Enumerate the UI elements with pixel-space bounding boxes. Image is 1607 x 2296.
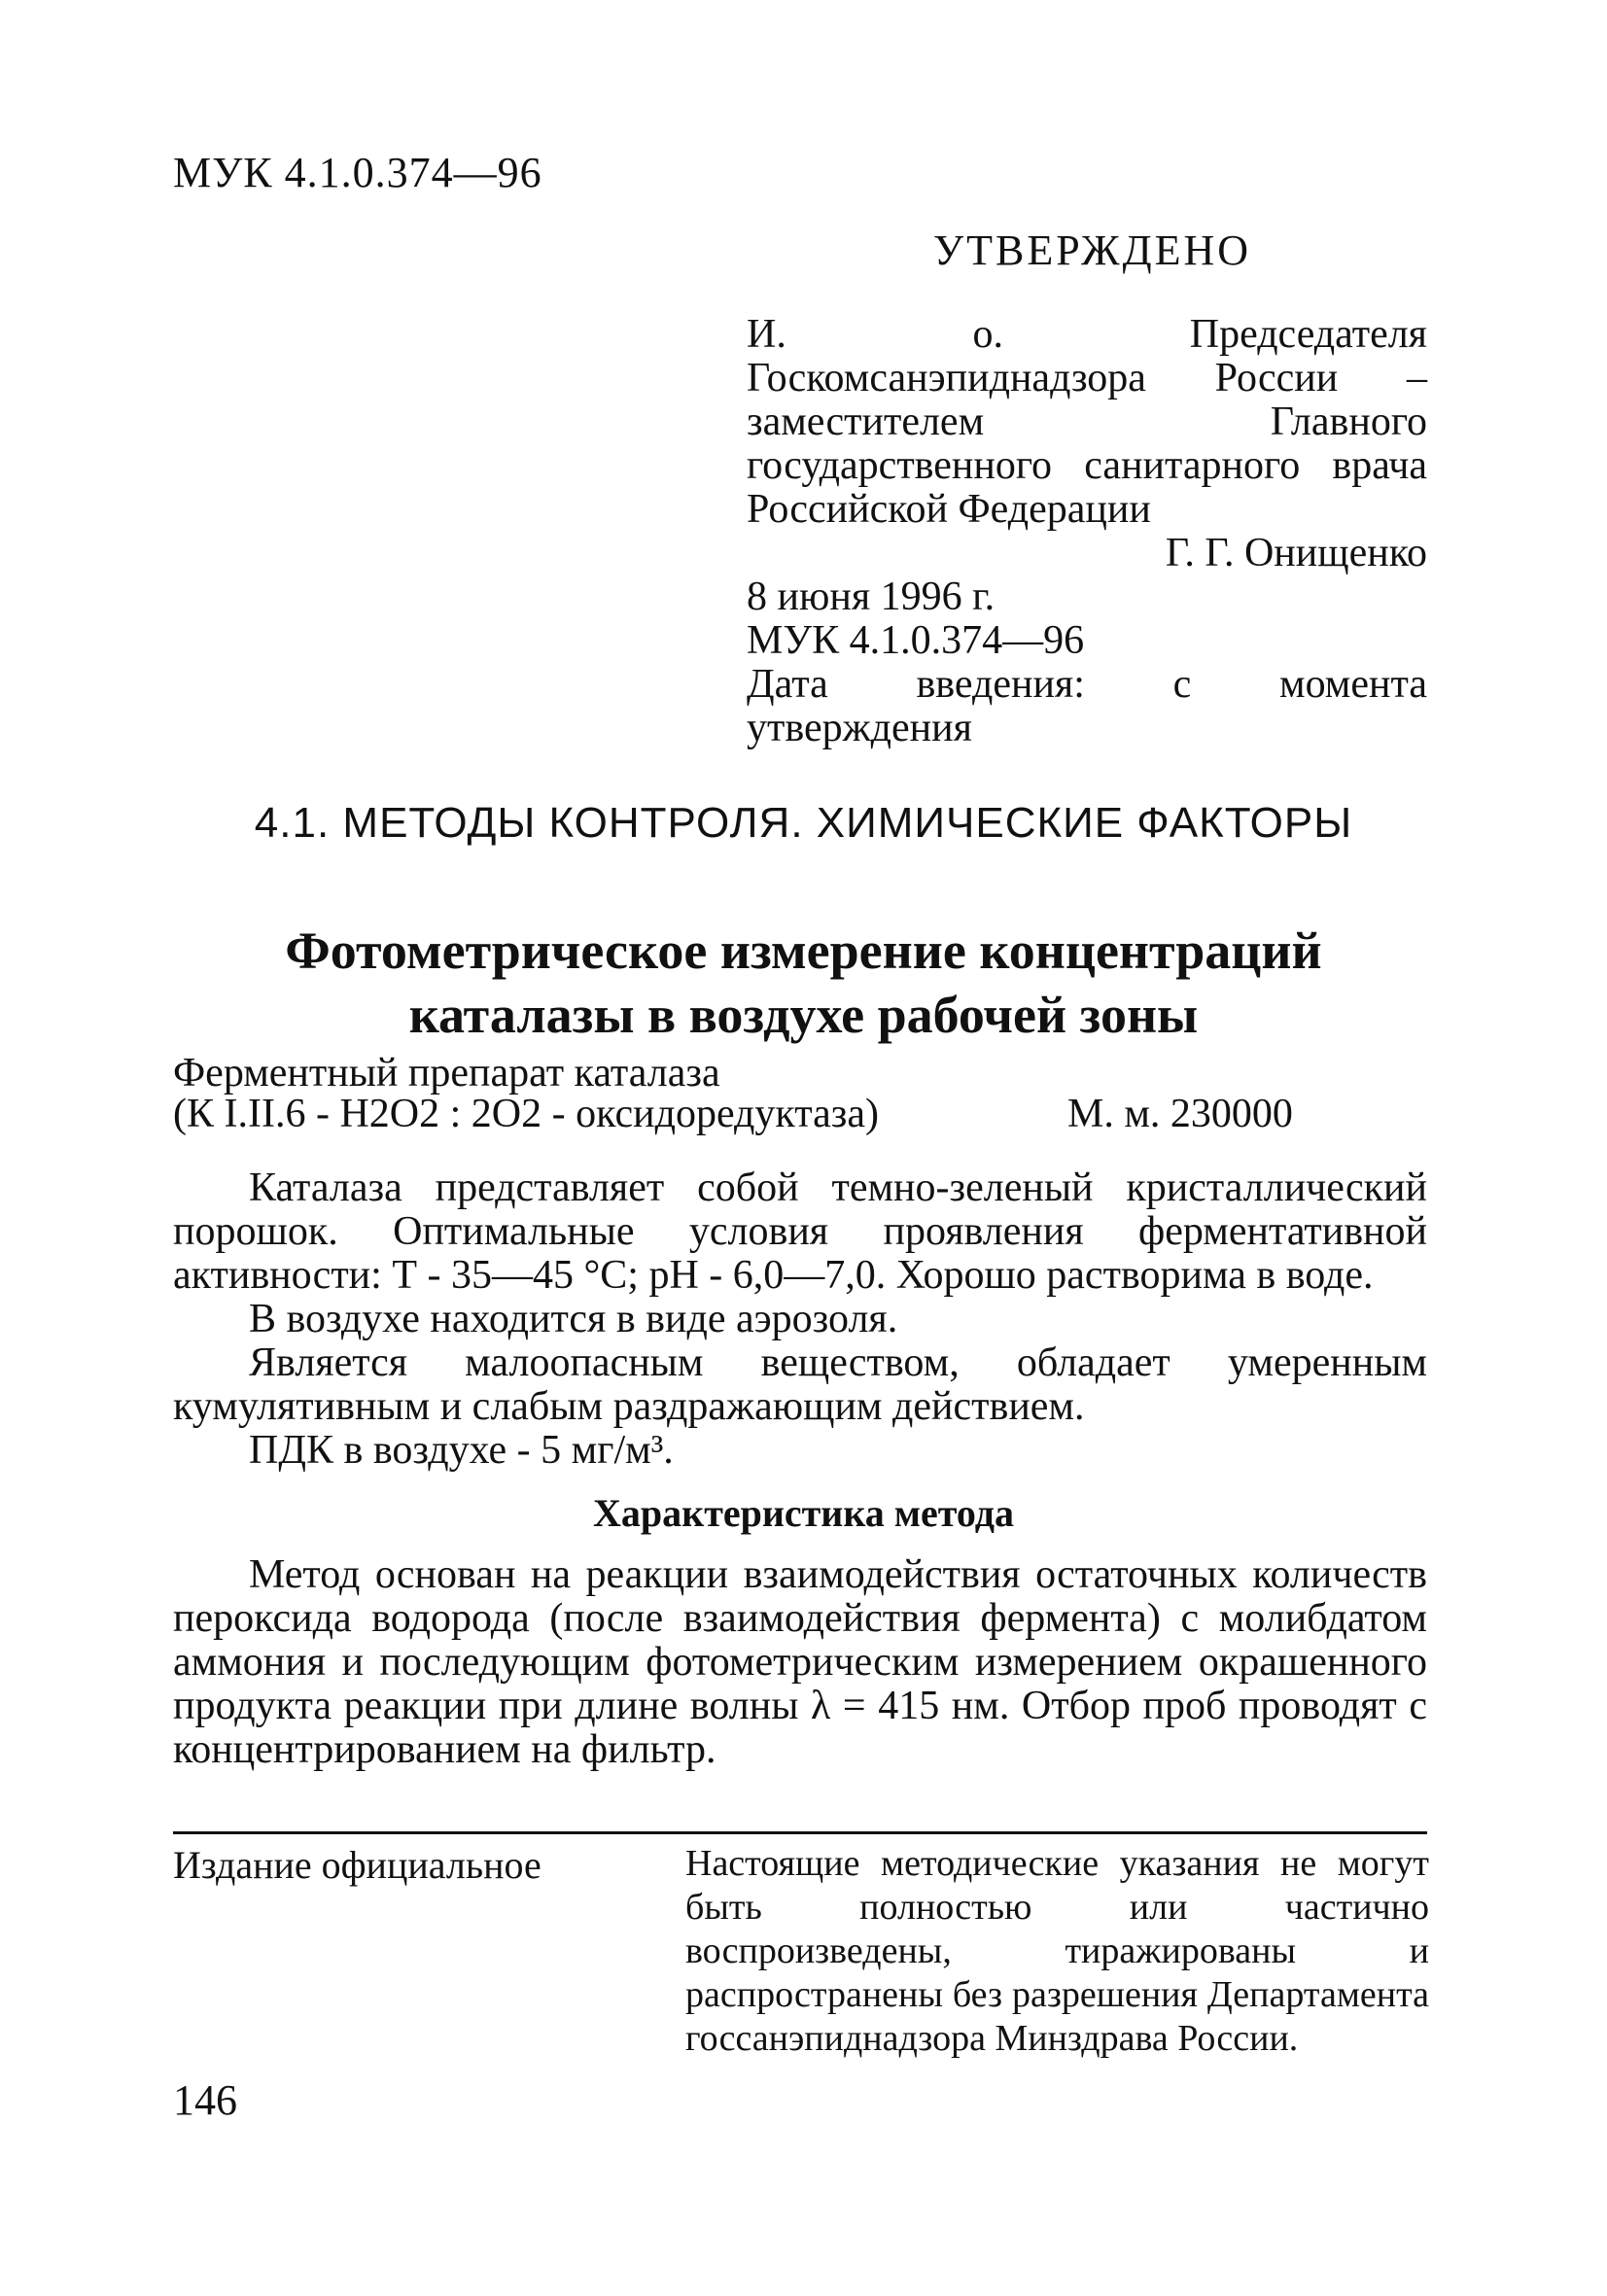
approval-block (747, 313, 1427, 750)
substance-name: Ферментный препарат каталаза (173, 1051, 720, 1096)
title-line-1: Фотометрическое измерение концентраций (285, 922, 1322, 980)
document-title (0, 919, 1607, 1047)
footer-divider (173, 1831, 1427, 1834)
approver-name: Г. Г. Онищенко (1165, 531, 1427, 575)
substance-formula-row (173, 1094, 1437, 1134)
substance-formula: (К I.II.6 - H2O2 : 2O2 - оксидоредуктаза) (173, 1092, 879, 1136)
method-heading: Характеристика метода (593, 1491, 1014, 1535)
approval-code: МУК 4.1.0.374—96 (747, 618, 1085, 663)
effective-date: Дата введения: с момента утверждения (747, 662, 1427, 750)
method-section (173, 1553, 1427, 1772)
description-paragraph: Каталаза представляет собой темно-зеленый кристаллический порошок. Оптимальные условия проявления ферментативной активности: Т - 35—45 °С; рН - 6,0—7,0. Хорошо растворима в воде. (173, 1165, 1427, 1298)
edition-label: Издание официальное (173, 1843, 541, 1887)
title-line-2: каталазы в воздухе рабочей зоны (408, 986, 1199, 1044)
description-paragraph: В воздухе находится в виде аэрозоля. (249, 1297, 898, 1341)
document-code: МУК 4.1.0.374—96 (173, 149, 542, 196)
approver-position: И. о. Председателя Госкомсанэпиднадзора России – заместителем Главного государственного санитарного врача Российской Федерации (747, 312, 1427, 532)
description-paragraph: ПДК в воздухе - 5 мг/м³. (249, 1428, 674, 1473)
description-section (173, 1166, 1427, 1473)
molecular-mass: М. м. 230000 (1067, 1092, 1293, 1136)
description-paragraph: Является малоопасным веществом, обладает умеренным кумулятивным и слабым раздражающим действием. (173, 1340, 1427, 1429)
copyright-notice: Настоящие методические указания не могут быть полностью или частично воспроизведены, тиражированы и распространены без разрешения Департамента госсанэпиднадзора Минздрава России. (685, 1843, 1429, 2059)
page-number: 146 (173, 2076, 237, 2124)
section-title: 4.1. МЕТОДЫ КОНТРОЛЯ. ХИМИЧЕСКИЕ ФАКТОРЫ (254, 799, 1353, 847)
approval-date: 8 июня 1996 г. (747, 574, 996, 619)
substance-info (173, 1053, 1437, 1134)
approval-heading: УТВЕРЖДЕНО (933, 226, 1252, 274)
method-paragraph: Метод основан на реакции взаимодействия остаточных количеств пероксида водорода (после взаимодействия фермента) с молибдатом аммония и последующим фотометрическим измерением окрашенного продукта реакции при длине волны λ = 415 нм. Отбор проб проводят с концентрированием на фильтр. (173, 1552, 1427, 1772)
